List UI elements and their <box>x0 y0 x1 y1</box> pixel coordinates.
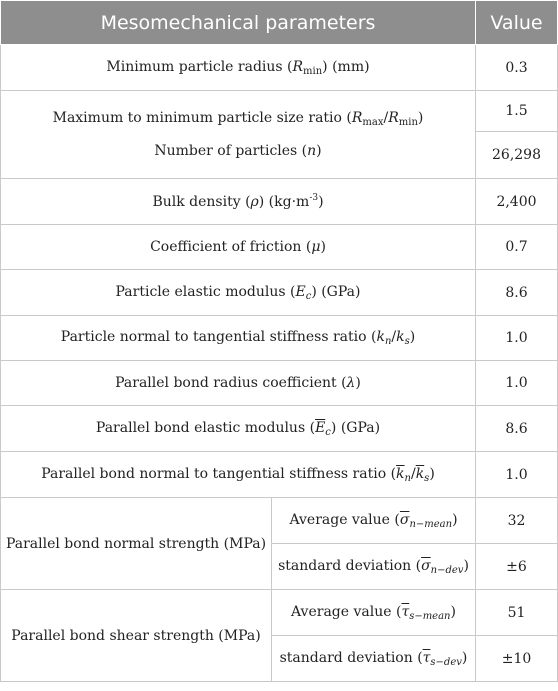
value-shear-average: 51 <box>476 590 558 636</box>
param-num-particles: Number of particles (n) <box>154 143 322 159</box>
header-parameters: Mesomechanical parameters <box>1 1 476 45</box>
value-bond-radius: 1.0 <box>476 361 558 406</box>
value-min-radius: 0.3 <box>476 45 558 91</box>
value-friction: 0.7 <box>476 225 558 270</box>
param-friction: Coefficient of friction (μ) <box>1 225 476 270</box>
param-bond-radius: Parallel bond radius coefficient (λ) <box>1 361 476 406</box>
value-bulk-density: 2,400 <box>476 179 558 225</box>
table-row <box>1 45 558 91</box>
sub-normal-average: Average value $(\overline{\sigma}_{n-mean})$ <box>272 498 476 544</box>
param-bond-stiffness: Parallel bond normal to tangential stiffness ratio $(\overline{k}_n/\overline{k}_s)$ <box>1 452 476 498</box>
value-elastic-modulus: 8.6 <box>476 270 558 316</box>
table-row <box>1 498 558 544</box>
table-row <box>1 270 558 316</box>
value-normal-deviation: ±6 <box>476 544 558 590</box>
value-bond-stiffness: 1.0 <box>476 452 558 498</box>
header-row <box>1 1 558 45</box>
param-size-ratio: Maximum to minimum particle size ratio $(R_{max}/R_{min})$ <box>52 110 424 128</box>
param-elastic-modulus: Particle elastic modulus $(E_c)$ (GPa) <box>1 270 476 316</box>
value-num-particles: 26,298 <box>476 132 558 179</box>
param-bond-modulus: Parallel bond elastic modulus $(\overline{E}_c)$ (GPa) <box>1 406 476 452</box>
table-row <box>1 590 558 636</box>
param-stiffness-ratio: Particle normal to tangential stiffness ratio $(k_n/k_s)$ <box>1 316 476 361</box>
sub-normal-deviation: standard deviation $(\overline{\sigma}_{n-dev})$ <box>272 544 476 590</box>
table-row <box>1 316 558 361</box>
value-bond-modulus: 8.6 <box>476 406 558 452</box>
table-row <box>1 361 558 406</box>
table-row <box>1 179 558 225</box>
sub-shear-average: Average value $(\overline{\tau}_{s-mean})$ <box>272 590 476 636</box>
value-size-ratio: 1.5 <box>476 91 558 132</box>
header-value: Value <box>476 1 558 45</box>
value-stiffness-ratio: 1.0 <box>476 316 558 361</box>
param-bulk-density: Bulk density (ρ) $(kg\cdot m^{-3})$ <box>1 179 476 225</box>
value-shear-deviation: ±10 <box>476 636 558 682</box>
param-shear-strength: Parallel bond shear strength (MPa) <box>1 590 272 682</box>
sub-shear-deviation: standard deviation $(\overline{\tau}_{s-dev})$ <box>272 636 476 682</box>
value-normal-average: 32 <box>476 498 558 544</box>
param-min-radius: Minimum particle radius $(R_{min})$ (mm) <box>1 45 476 91</box>
table-row <box>1 452 558 498</box>
param-size-ratio-and-count <box>1 91 476 179</box>
param-normal-strength: Parallel bond normal strength (MPa) <box>1 498 272 590</box>
table-row <box>1 225 558 270</box>
table-row <box>1 406 558 452</box>
table-row <box>1 91 558 132</box>
